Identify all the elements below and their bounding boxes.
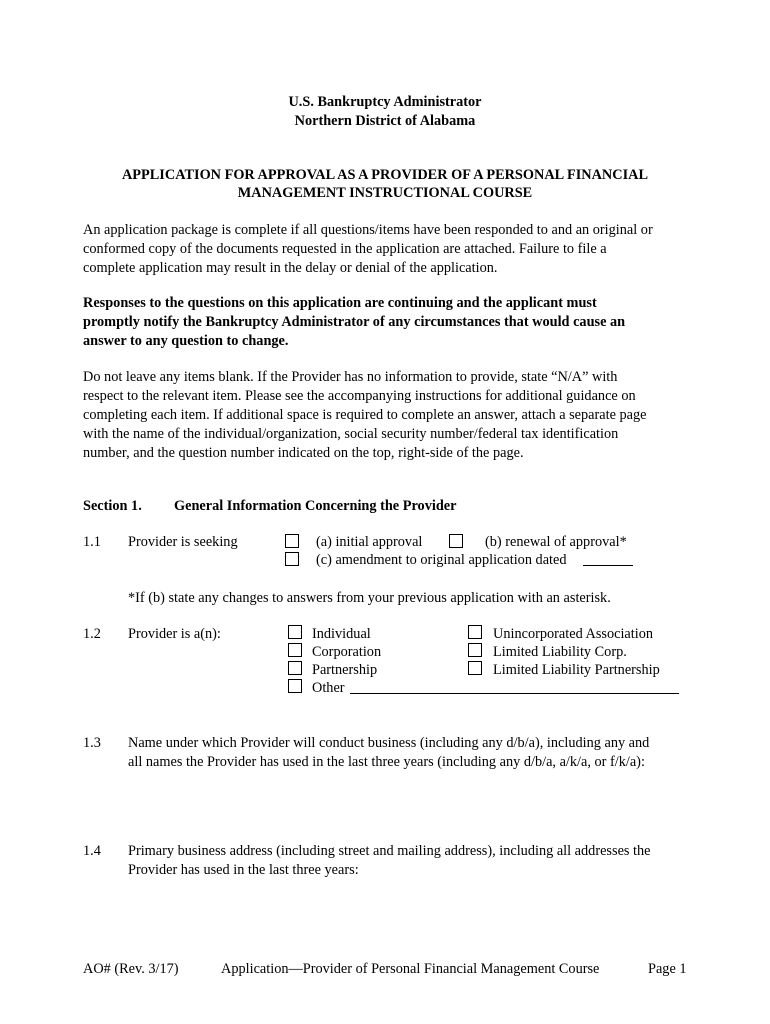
section-title: General Information Concerning the Provider: [174, 498, 457, 514]
corporation-checkbox[interactable]: [288, 643, 302, 657]
intro-paragraph-instructions: [83, 368, 693, 463]
question-line: Primary business address (including street and mailing address), including all addresses the: [128, 843, 651, 859]
paragraph-line: complete application may result in the delay or denial of the application.: [83, 260, 498, 276]
section-number: Section 1.: [83, 498, 142, 514]
renewal-approval-label: (b) renewal of approval*: [485, 534, 627, 550]
other-label: Other: [312, 680, 345, 696]
unincorporated-association-label: Unincorporated Association: [493, 626, 654, 642]
question-number-1-2: 1.2: [83, 626, 101, 642]
paragraph-line: An application package is complete if all questions/items have been responded to and an original or: [83, 222, 653, 238]
amendment-date-field[interactable]: [583, 565, 633, 566]
paragraph-line: Responses to the questions on this application are continuing and the applicant must: [83, 295, 597, 311]
paragraph-line: respect to the relevant item. Please see the accompanying instructions for additional guidance on: [83, 388, 636, 404]
district-name: Northern District of Alabama: [294, 113, 476, 129]
paragraph-line: completing each item. If additional space is required to complete an answer, attach a separate page: [83, 407, 647, 423]
individual-label: Individual: [312, 626, 371, 642]
partnership-label: Partnership: [312, 662, 378, 678]
renewal-approval-checkbox[interactable]: [449, 534, 463, 548]
question-label-1-2: Provider is a(n):: [128, 626, 221, 642]
question-text-1-4: [128, 842, 651, 880]
partnership-checkbox[interactable]: [288, 661, 302, 675]
paragraph-line: answer to any question to change.: [83, 333, 289, 349]
intro-paragraph-completeness: [83, 221, 693, 278]
paragraph-line: with the name of the individual/organization, social security number/federal tax identification: [83, 426, 619, 442]
initial-approval-label: (a) initial approval: [316, 534, 423, 550]
question-label-1-1: Provider is seeking: [128, 534, 238, 550]
corporation-label: Corporation: [312, 644, 382, 660]
agency-name: U.S. Bankruptcy Administrator: [288, 94, 482, 110]
intro-paragraph-continuing-responses: [83, 294, 693, 351]
other-checkbox[interactable]: [288, 679, 302, 693]
llp-label: Limited Liability Partnership: [493, 662, 660, 678]
other-entity-field[interactable]: [350, 693, 679, 694]
question-text-1-3: [128, 734, 649, 772]
amendment-checkbox[interactable]: [285, 552, 299, 566]
paragraph-line: conformed copy of the documents requested in the application are attached. Failure to file a: [83, 241, 607, 257]
paragraph-line: promptly notify the Bankruptcy Administrator of any circumstances that would cause an: [83, 314, 626, 330]
paragraph-line: number, and the question number indicated on the top, right-side of the page.: [83, 445, 524, 461]
llc-label: Limited Liability Corp.: [493, 644, 627, 660]
amendment-label: (c) amendment to original application dated: [316, 552, 567, 568]
individual-checkbox[interactable]: [288, 625, 302, 639]
question-number-1-1: 1.1: [83, 534, 101, 550]
initial-approval-checkbox[interactable]: [285, 534, 299, 548]
llc-checkbox[interactable]: [468, 643, 482, 657]
question-line: Provider has used in the last three years:: [128, 862, 359, 878]
form-title-line-2: MANAGEMENT INSTRUCTIONAL COURSE: [237, 185, 533, 201]
question-number-1-4: 1.4: [83, 843, 101, 859]
question-line: all names the Provider has used in the last three years (including any d/b/a, a/k/a, or f/k/a):: [128, 754, 645, 770]
paragraph-line: Do not leave any items blank. If the Provider has no information to provide, state “N/A” with: [83, 369, 618, 385]
unincorporated-association-checkbox[interactable]: [468, 625, 482, 639]
question-number-1-3: 1.3: [83, 735, 101, 751]
renewal-note: *If (b) state any changes to answers from your previous application with an asterisk.: [128, 590, 611, 606]
footer-page-number: Page 1: [648, 961, 687, 977]
llp-checkbox[interactable]: [468, 661, 482, 675]
form-title-line-1: APPLICATION FOR APPROVAL AS A PROVIDER OF A PERSONAL FINANCIAL: [121, 167, 648, 183]
footer-title: Application—Provider of Personal Financial Management Course: [221, 961, 600, 977]
question-line: Name under which Provider will conduct business (including any d/b/a), including any and: [128, 735, 650, 751]
footer-form-id: AO# (Rev. 3/17): [83, 961, 179, 977]
